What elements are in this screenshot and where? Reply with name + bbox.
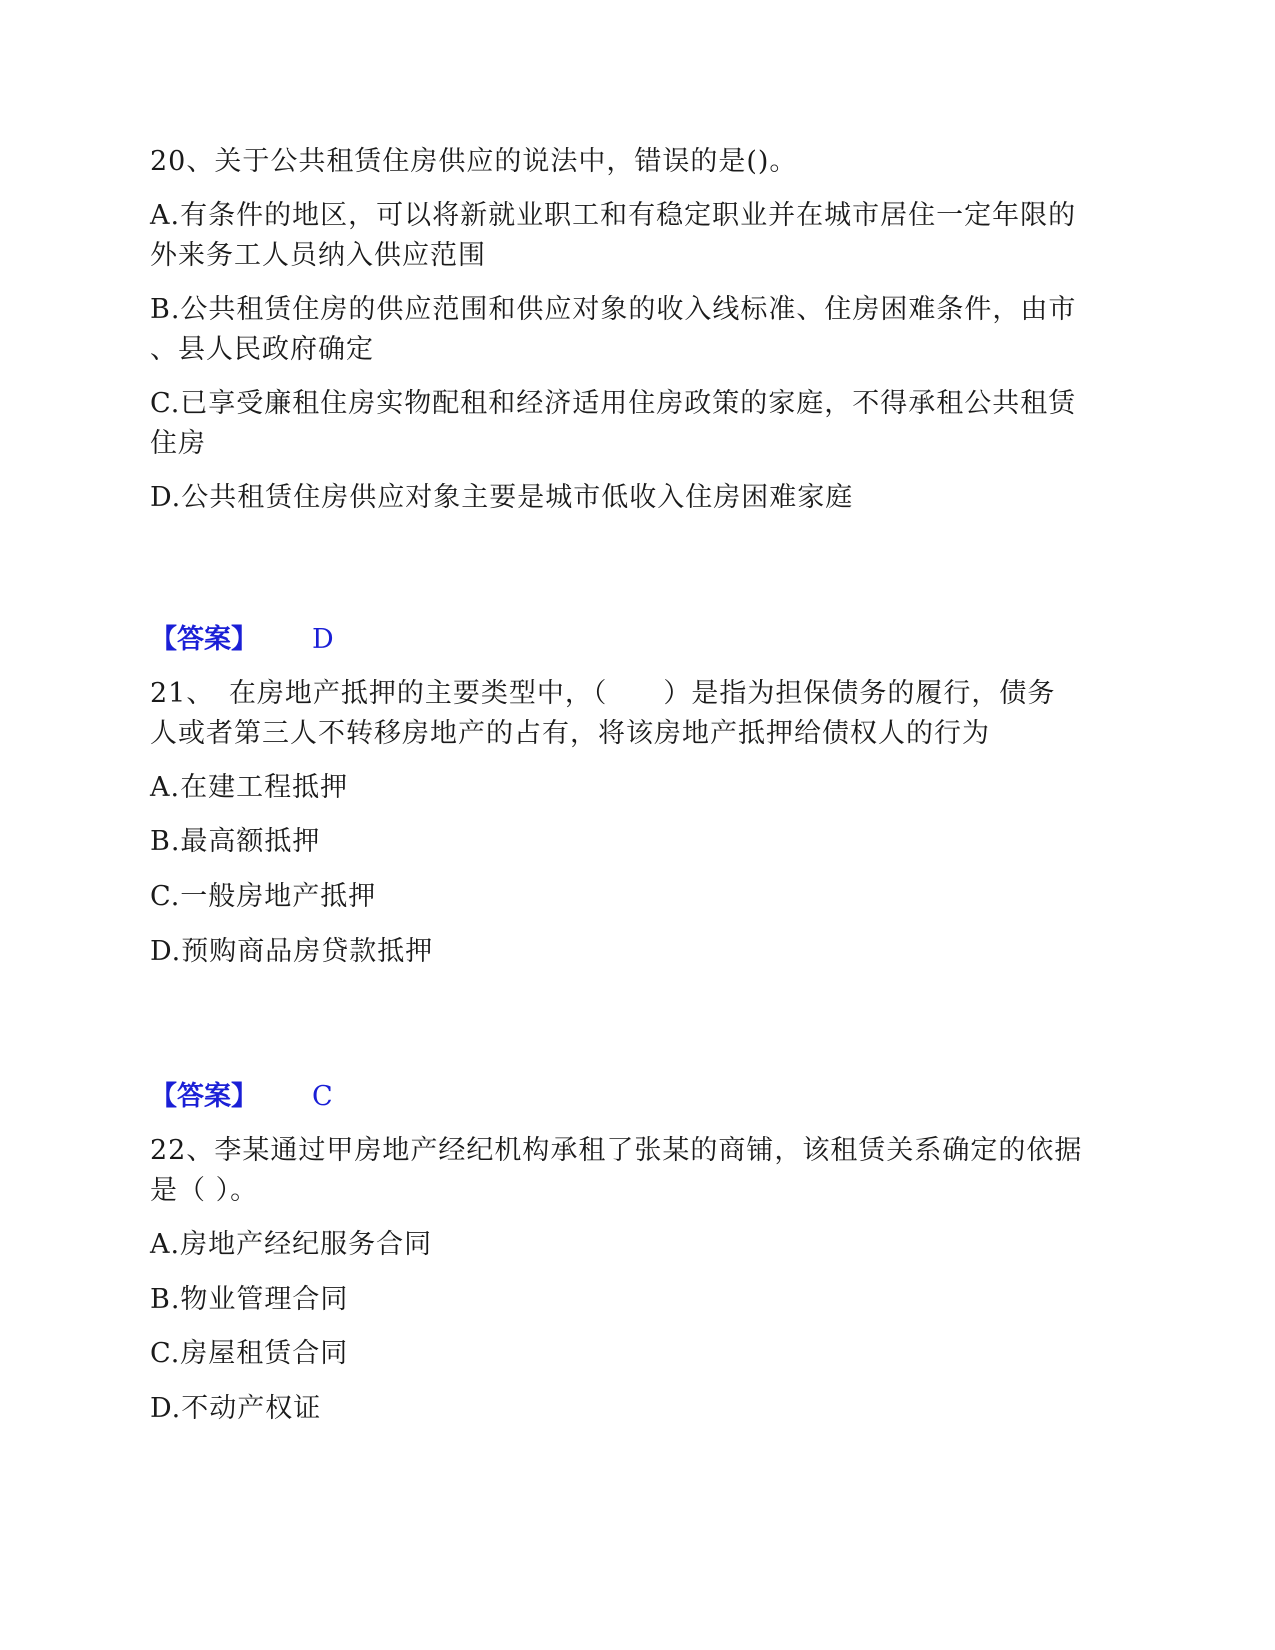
question-21-option-b: B.最高额抵押 [150, 826, 321, 857]
question-22-option-c: C.房屋租赁合同 [150, 1338, 349, 1369]
answer-label: 【答案】 [150, 1081, 258, 1112]
question-20-option-b-cont: 、县人民政府确定 [150, 334, 374, 365]
question-21-option-a: A.在建工程抵押 [150, 772, 349, 803]
question-20-option-a: A.有条件的地区，可以将新就业职工和有稳定职业并在城市居住一定年限的 [150, 200, 1077, 231]
question-21-option-d: D.预购商品房贷款抵押 [150, 936, 434, 967]
question-20-answer [150, 620, 334, 660]
question-22-option-a: A.房地产经纪服务合同 [150, 1229, 433, 1260]
answer-letter: C [312, 1081, 333, 1112]
question-22-stem: 22、李某通过甲房地产经纪机构承租了张某的商铺，该租赁关系确定的依据 [150, 1135, 1083, 1166]
question-20-option-d: D.公共租赁住房供应对象主要是城市低收入住房困难家庭 [150, 482, 854, 513]
question-20-option-b: B.公共租赁住房的供应范围和供应对象的收入线标准、住房困难条件，由市 [150, 294, 1077, 325]
question-21-answer [150, 1077, 333, 1117]
question-21-stem-cont: 人或者第三人不转移房地产的占有，将该房地产抵押给债权人的行为 [150, 718, 990, 749]
question-21-option-c: C.一般房地产抵押 [150, 881, 377, 912]
question-22-option-b: B.物业管理合同 [150, 1284, 349, 1315]
question-20-option-c-cont: 住房 [150, 428, 206, 459]
question-20-option-a-cont: 外来务工人员纳入供应范围 [150, 240, 486, 271]
question-21-stem: 21、 在房地产抵押的主要类型中，（ ）是指为担保债务的履行，债务 [150, 678, 1056, 709]
question-20-option-c: C.已享受廉租住房实物配租和经济适用住房政策的家庭，不得承租公共租赁 [150, 388, 1077, 419]
question-22-stem-cont: 是（ ）。 [150, 1175, 259, 1206]
question-20-stem: 20、关于公共租赁住房供应的说法中，错误的是()。 [150, 146, 798, 177]
answer-letter: D [312, 624, 334, 655]
question-22-option-d: D.不动产权证 [150, 1393, 322, 1424]
answer-label: 【答案】 [150, 624, 258, 655]
